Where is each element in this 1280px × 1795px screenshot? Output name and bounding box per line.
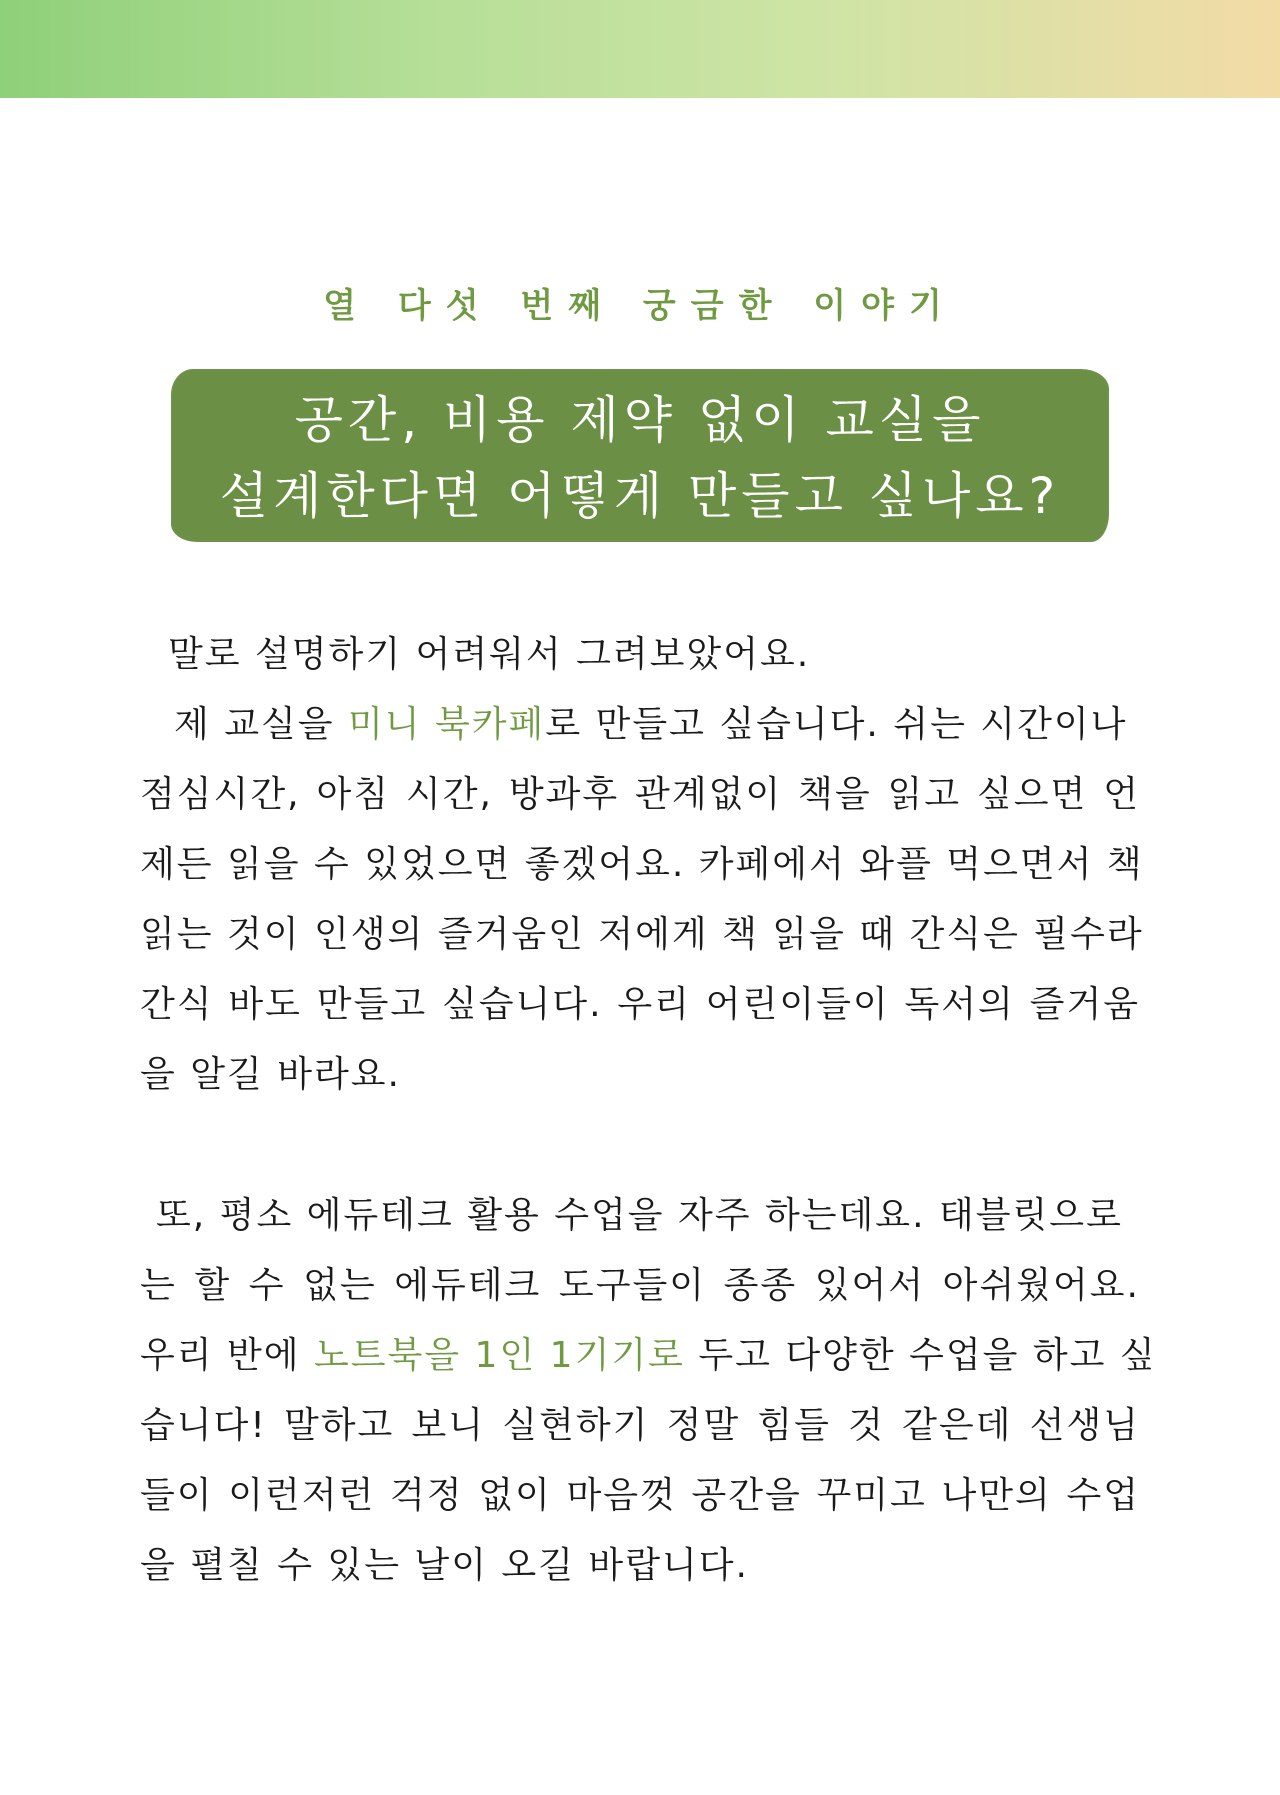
paragraph-line: 점심시간, 아침 시간, 방과후 관계없이 책을 읽고 싶으면 언 bbox=[140, 774, 1140, 815]
highlight-mini-bookcafe: 미니 북카페 bbox=[348, 704, 546, 745]
section-kicker: 열 다섯 번째 궁금한 이야기 bbox=[323, 286, 957, 326]
answer-paragraph-1 bbox=[140, 620, 1144, 1110]
paragraph-line: 습니다! 말하고 보니 실현하기 정말 힘들 것 같은데 선생님 bbox=[140, 1405, 1140, 1446]
paragraph-line bbox=[140, 1321, 1157, 1391]
paragraph-line: 또, 평소 에듀테크 활용 수업을 자주 하는데요. 태블릿으로 bbox=[156, 1195, 1123, 1236]
paragraph-line: 들이 이런저런 걱정 없이 마음껏 공간을 꾸미고 나만의 수업 bbox=[140, 1475, 1140, 1516]
paragraph-line: 간식 바도 만들고 싶습니다. 우리 어린이들이 독서의 즐거움 bbox=[140, 984, 1140, 1025]
paragraph-line: 읽는 것이 인생의 즐거움인 저에게 책 읽을 때 간식은 필수라 bbox=[140, 914, 1144, 955]
text-segment: 로 만들고 싶습니다. 쉬는 시간이나 bbox=[545, 704, 1128, 745]
answer-paragraph-2 bbox=[140, 1181, 1157, 1601]
paragraph-line: 는 할 수 없는 에듀테크 도구들이 종종 있어서 아쉬웠어요. bbox=[140, 1265, 1140, 1306]
highlight-laptop-per-student: 노트북을 1인 1기기로 bbox=[314, 1335, 685, 1376]
question-title-line-1: 공간, 비용 제약 없이 교실을 bbox=[294, 391, 986, 449]
question-title-line-2: 설계한다면 어떻게 만들고 싶나요? bbox=[219, 467, 1061, 525]
paragraph-line bbox=[140, 690, 1140, 760]
paragraph-line: 을 알길 바라요. bbox=[140, 1054, 401, 1095]
text-segment: 우리 반에 bbox=[140, 1335, 314, 1376]
paragraph-line: 을 펼칠 수 있는 날이 오길 바랍니다. bbox=[140, 1545, 749, 1586]
text-segment: 제 교실을 bbox=[174, 704, 348, 745]
paragraph-line: 제든 읽을 수 있었으면 좋겠어요. 카페에서 와플 먹으면서 책 bbox=[140, 844, 1144, 885]
paragraph-line: 말로 설명하기 어려워서 그려보았어요. bbox=[168, 634, 811, 675]
top-gradient-band bbox=[0, 0, 1280, 98]
question-title-box bbox=[171, 369, 1109, 542]
text-segment: 두고 다양한 수업을 하고 싶 bbox=[684, 1335, 1157, 1376]
